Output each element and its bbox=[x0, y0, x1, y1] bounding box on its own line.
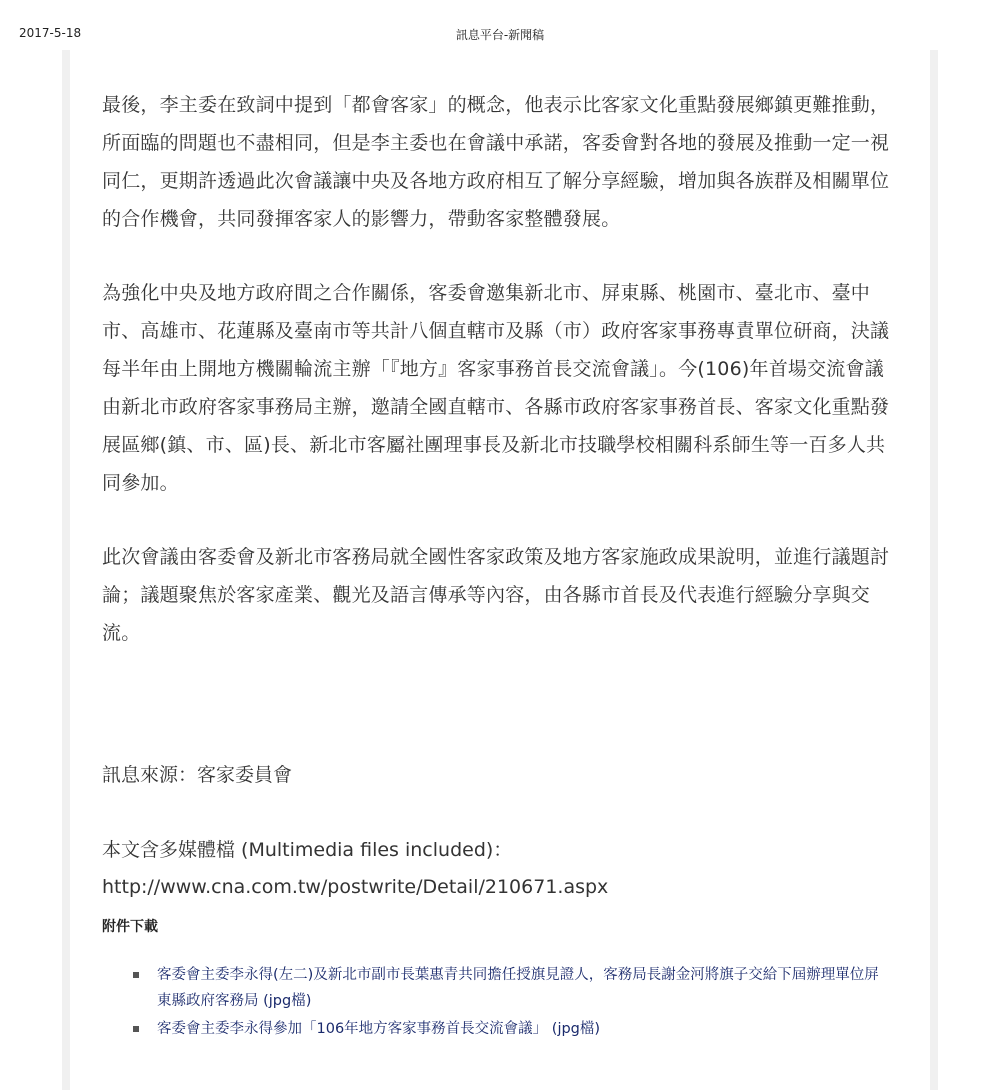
article-paragraph-1: 最後，李主委在致詞中提到「都會客家」的概念，他表示比客家文化重點發展鄉鎮更難推動，所面臨的問題也不盡相同，但是李主委也在會議中承諾，客委會對各地的發展及推動一定一視同仁，更期許透過此次會議讓中央及各地方政府相互了解分享經驗，增加與各族群及相關單位的合作機會，共同發揮客家人的影響力，帶動客家整體發展。 bbox=[102, 94, 890, 230]
print-date: 2017-5-18 bbox=[19, 26, 82, 40]
page-title: 訊息平台-新聞稿 bbox=[455, 28, 545, 42]
attachment-item bbox=[133, 962, 893, 1014]
multimedia-url: http://www.cna.com.tw/postwrite/Detail/210671.aspx bbox=[102, 876, 609, 898]
news-source: 訊息來源：客家委員會 bbox=[102, 764, 293, 786]
page-header bbox=[0, 0, 1000, 50]
article-paragraph-2: 為強化中央及地方政府間之合作關係，客委會邀集新北市、屏東縣、桃園市、臺北市、臺中市、高雄市、花蓮縣及臺南市等共計八個直轄市及縣（市）政府客家事務專責單位研商，決議每半年由上開地方機關輪流主辦「『地方』客家事務首長交流會議」。今(106)年首場交流會議由新北市政府客家事務局主辦，邀請全國直轄市、各縣市政府客家事務首長、客家文化重點發展區鄉(鎮、市、區)長、新北市客屬社團理事長及新北市技職學校相關科系師生等一百多人共同參加。 bbox=[102, 282, 890, 494]
bullet-icon bbox=[133, 972, 139, 978]
attachments-heading: 附件下載 bbox=[102, 919, 158, 935]
attachments-list bbox=[133, 962, 893, 1042]
attachment-link-2[interactable]: 客委會主委李永得參加「106年地方客家事務首長交流會議」 (jpg檔) bbox=[157, 1021, 601, 1037]
article-body bbox=[102, 86, 902, 652]
article-paragraph-3: 此次會議由客委會及新北市客務局就全國性客家政策及地方客家施政成果說明，並進行議題討論；議題聚焦於客家產業、觀光及語言傳承等內容，由各縣市首長及代表進行經驗分享與交流。 bbox=[102, 546, 890, 644]
bullet-icon bbox=[133, 1026, 139, 1032]
multimedia-label: 本文含多媒體檔 (Multimedia files included)： bbox=[102, 839, 513, 861]
multimedia-note bbox=[102, 832, 608, 906]
attachment-link-1[interactable]: 客委會主委李永得(左二)及新北市副市長葉惠青共同擔任授旗見證人，客務局長謝金河將旗子交給下屆辦理單位屏東縣政府客務局 (jpg檔) bbox=[157, 967, 879, 1009]
attachment-item bbox=[133, 1016, 893, 1042]
